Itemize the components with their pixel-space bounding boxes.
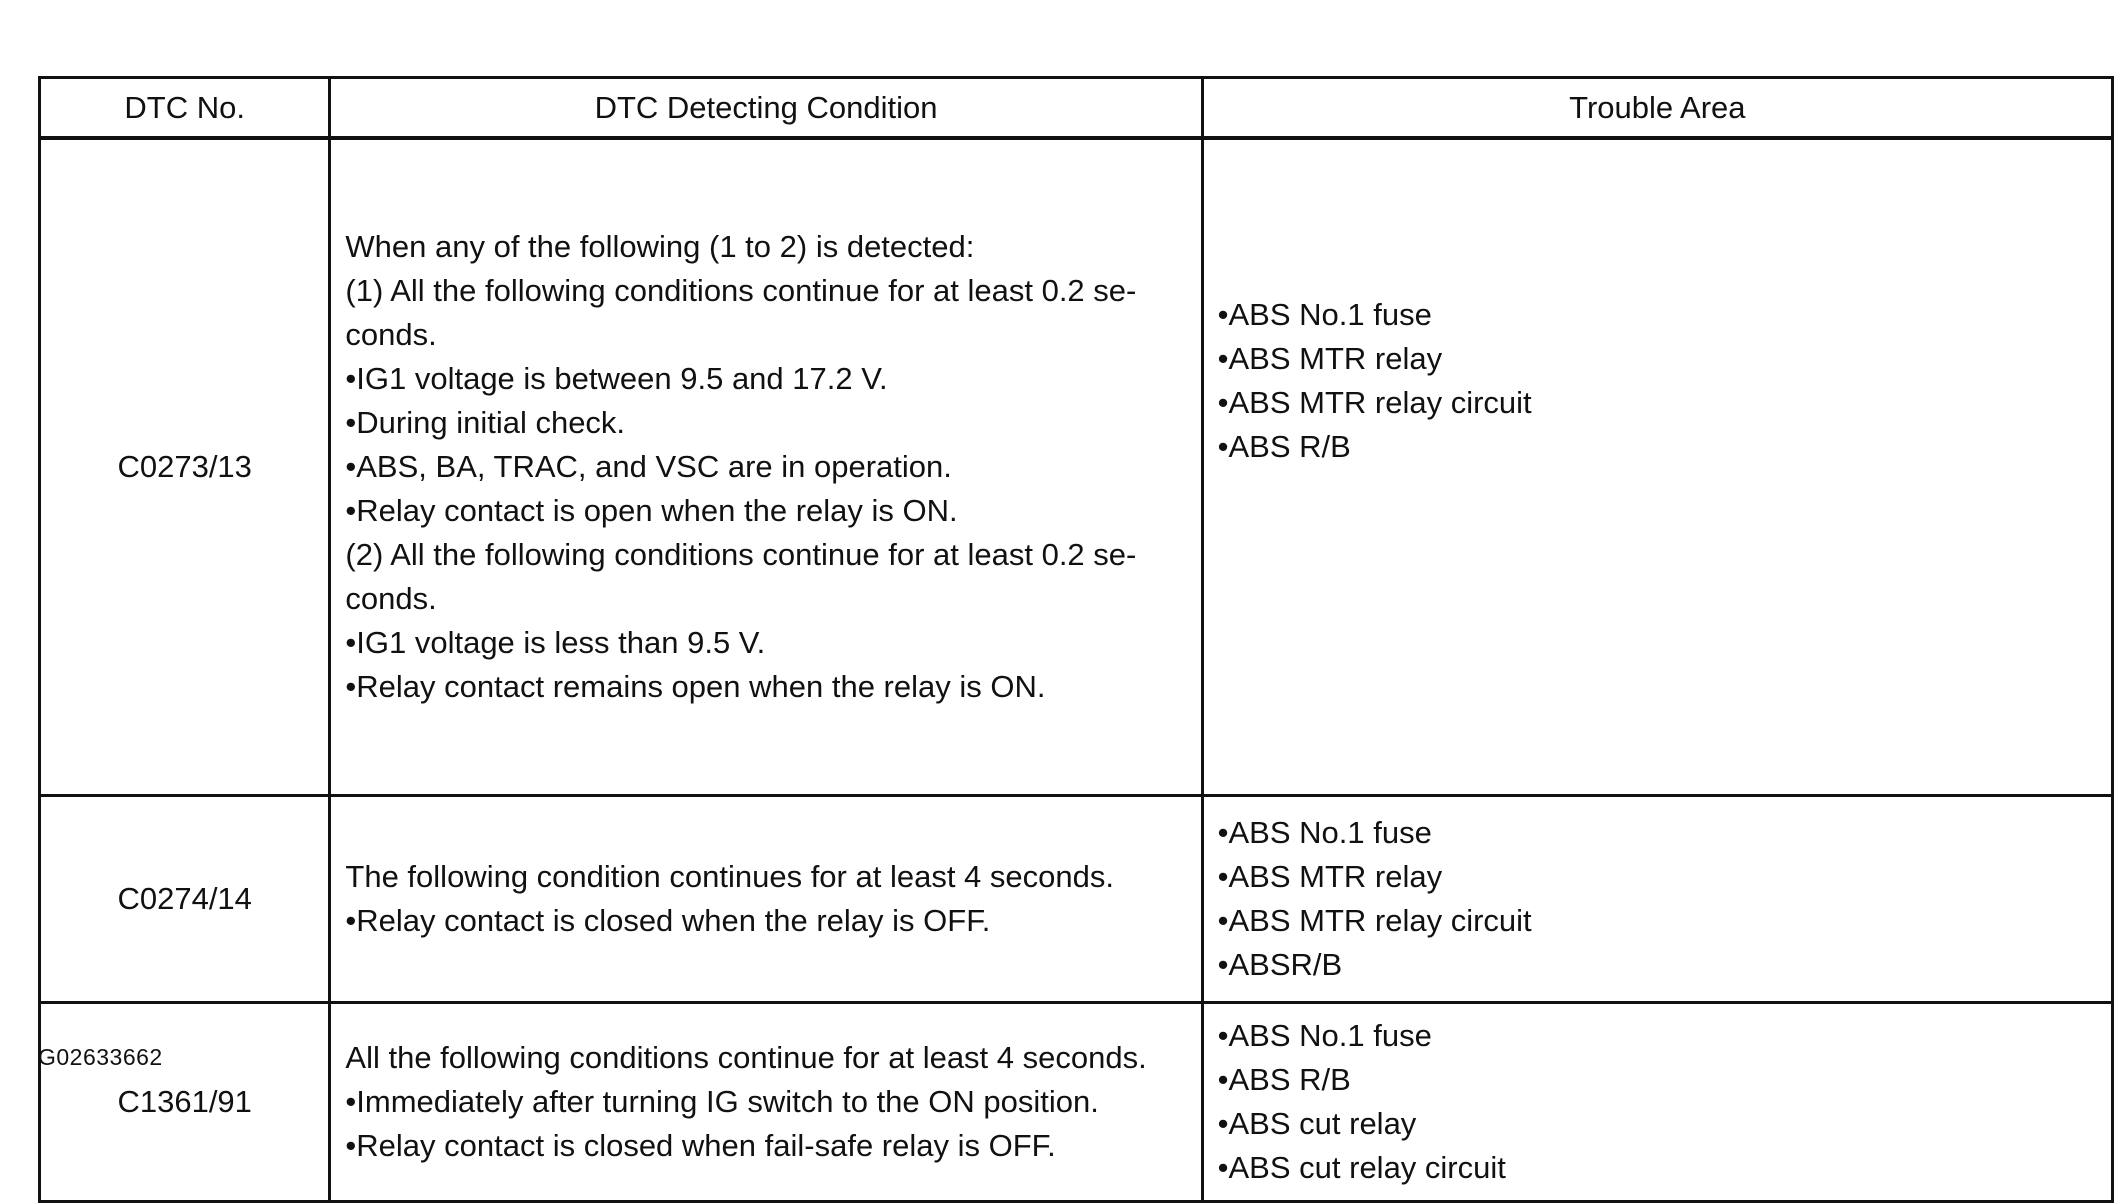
condition-line: •Relay contact is closed when fail-safe relay is OFF. bbox=[345, 1128, 1056, 1163]
condition-line: •IG1 voltage is between 9.5 and 17.2 V. bbox=[345, 361, 888, 396]
trouble-area-item: •ABS R/B bbox=[1217, 1062, 1351, 1097]
condition-line: •Immediately after turning IG switch to the ON position. bbox=[345, 1084, 1099, 1119]
trouble-area-item: •ABS MTR relay bbox=[1217, 341, 1443, 376]
trouble-area-item: •ABS MTR relay circuit bbox=[1217, 385, 1532, 420]
trouble-area-item: •ABS R/B bbox=[1217, 429, 1351, 464]
condition-line: conds. bbox=[345, 317, 437, 352]
condition-line: •Relay contact is closed when the relay is OFF. bbox=[345, 903, 991, 938]
trouble-area-item: •ABS No.1 fuse bbox=[1217, 297, 1432, 332]
condition-line: (1) All the following conditions continue for at least 0.2 se- bbox=[345, 273, 1137, 308]
detecting-condition-cell bbox=[330, 796, 1202, 1003]
condition-line: All the following conditions continue for at least 4 seconds. bbox=[345, 1040, 1147, 1075]
detecting-condition-cell bbox=[330, 1003, 1202, 1202]
dtc-code-cell: C0273/13 bbox=[40, 138, 330, 796]
condition-line: When any of the following (1 to 2) is detected: bbox=[345, 229, 975, 264]
header-dtc-no: DTC No. bbox=[40, 78, 330, 139]
condition-line: •ABS, BA, TRAC, and VSC are in operation. bbox=[345, 449, 952, 484]
dtc-table bbox=[38, 76, 2114, 1203]
trouble-area-item: •ABS No.1 fuse bbox=[1217, 815, 1432, 850]
condition-line: •Relay contact remains open when the relay is ON. bbox=[345, 669, 1046, 704]
figure-id: G02633662 bbox=[38, 1044, 163, 1070]
trouble-area-cell bbox=[1202, 796, 2112, 1003]
condition-line: conds. bbox=[345, 581, 437, 616]
dtc-code-cell: C1361/91 bbox=[40, 1003, 330, 1202]
condition-line: (2) All the following conditions continue for at least 0.2 se- bbox=[345, 537, 1137, 572]
dtc-code-cell: C0274/14 bbox=[40, 796, 330, 1003]
trouble-area-item: •ABS MTR relay circuit bbox=[1217, 903, 1532, 938]
header-detecting-condition: DTC Detecting Condition bbox=[330, 78, 1202, 139]
detecting-condition-cell bbox=[330, 138, 1202, 796]
table-row bbox=[40, 138, 2113, 796]
condition-line: The following condition continues for at least 4 seconds. bbox=[345, 859, 1114, 894]
table-row bbox=[40, 796, 2113, 1003]
trouble-area-item: •ABSR/B bbox=[1217, 947, 1343, 982]
condition-line: •During initial check. bbox=[345, 405, 626, 440]
table-row bbox=[40, 1003, 2113, 1202]
header-trouble-area: Trouble Area bbox=[1202, 78, 2112, 139]
condition-line: •Relay contact is open when the relay is ON. bbox=[345, 493, 958, 528]
trouble-area-item: •ABS MTR relay bbox=[1217, 859, 1443, 894]
condition-line: •IG1 voltage is less than 9.5 V. bbox=[345, 625, 766, 660]
trouble-area-item: •ABS cut relay circuit bbox=[1217, 1150, 1506, 1185]
table-header-row bbox=[40, 78, 2113, 139]
trouble-area-cell bbox=[1202, 1003, 2112, 1202]
trouble-area-cell bbox=[1202, 138, 2112, 796]
trouble-area-item: •ABS No.1 fuse bbox=[1217, 1018, 1432, 1053]
trouble-area-item: •ABS cut relay bbox=[1217, 1106, 1417, 1141]
